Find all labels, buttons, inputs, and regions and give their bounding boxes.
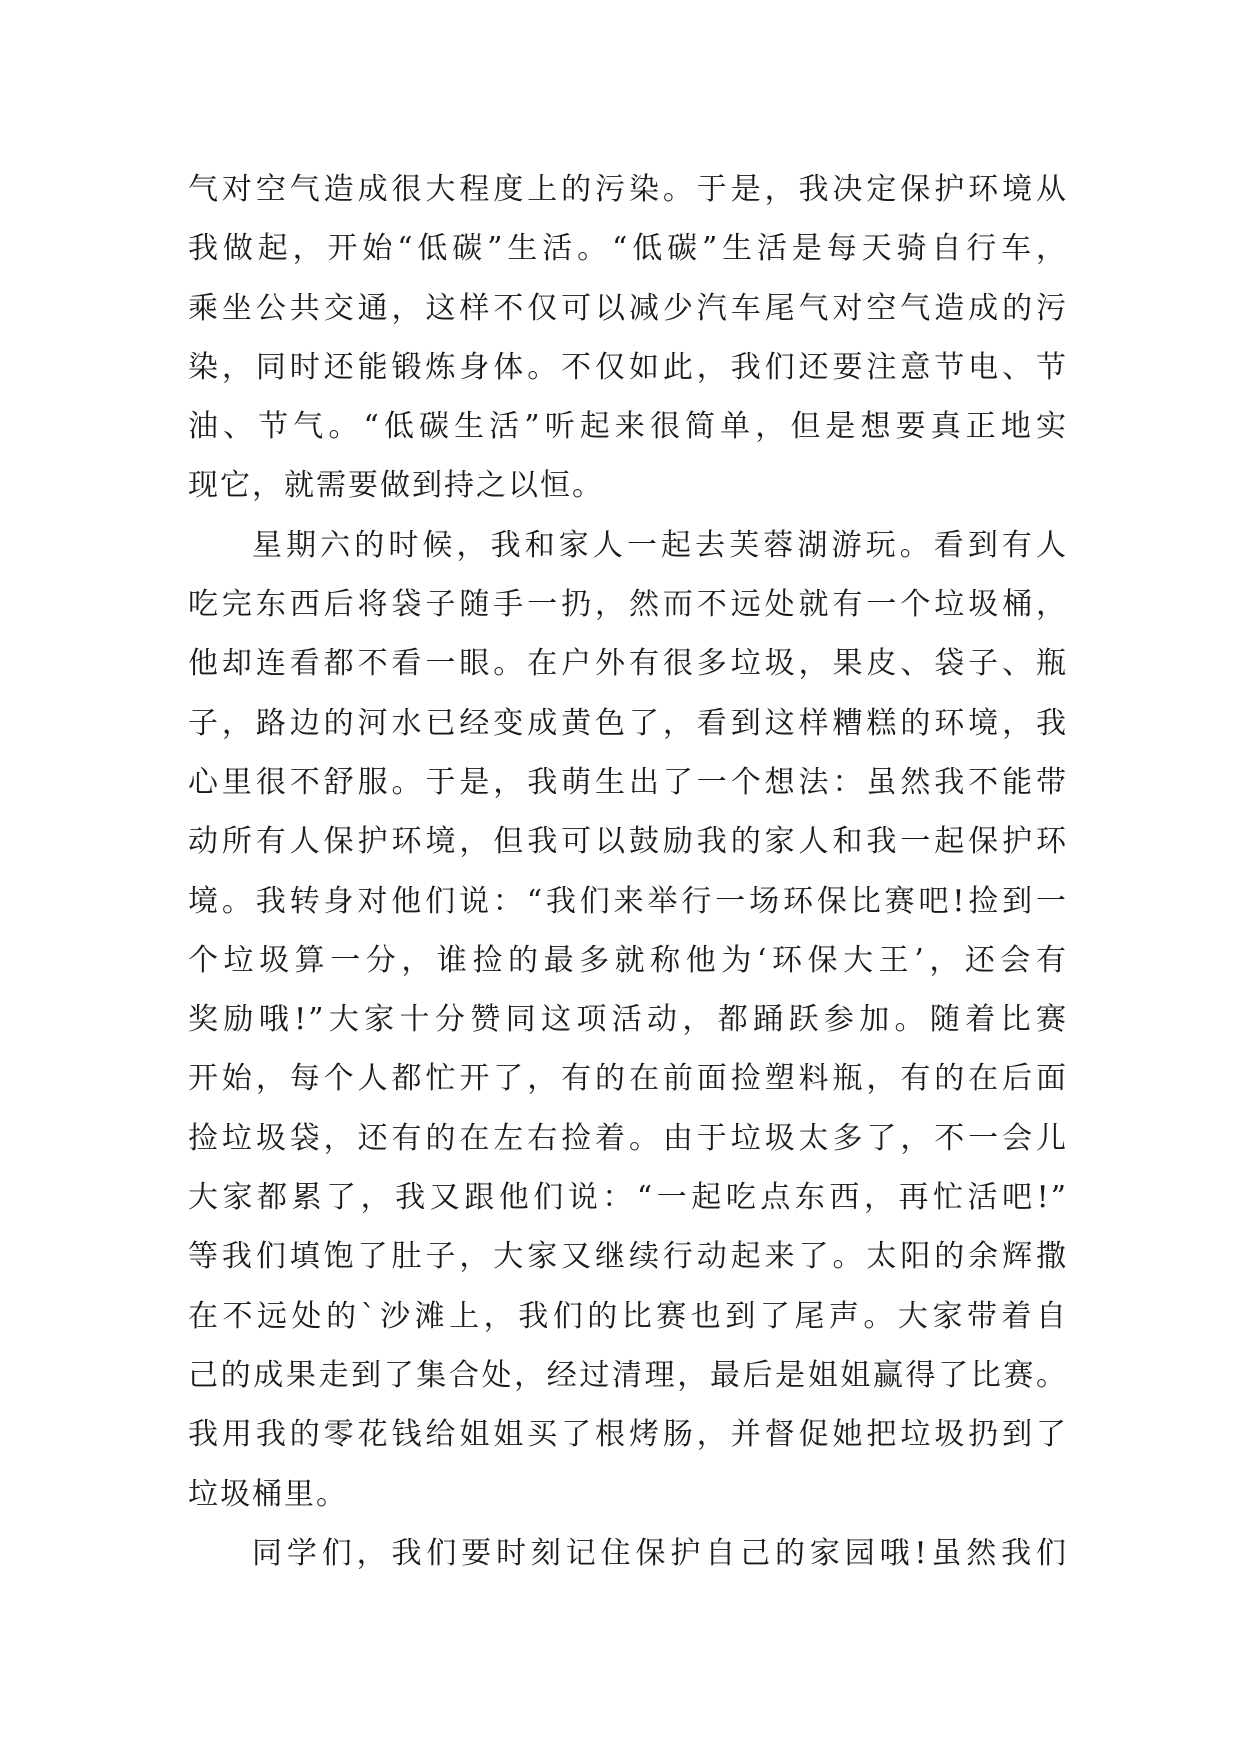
text-line: 现它，就需要做到持之以恒。 <box>188 468 604 504</box>
paragraph-first-line: 星期六的时候，我和家人一起去芙蓉湖游玩。看到有人 <box>252 527 1068 563</box>
body-text <box>188 160 1068 1583</box>
text-line: 乘坐公共交通，这样不仅可以减少汽车尾气对空气造成的污 <box>188 290 1068 326</box>
text-line: 等我们填饱了肚子，大家又继续行动起来了。太阳的余辉撒 <box>188 1239 1068 1275</box>
paragraph-first-line: 同学们，我们要时刻记住保护自己的家园哦!虽然我们 <box>252 1535 1068 1571</box>
text-line: 心里很不舒服。于是，我萌生出了一个想法：虽然我不能带 <box>188 764 1068 800</box>
text-line: 大家都累了，我又跟他们说：“一起吃点东西，再忙活吧!” <box>188 1180 1068 1216</box>
text-line: 吃完东西后将袋子随手一扔，然而不远处就有一个垃圾桶， <box>188 587 1068 623</box>
text-line: 我做起，开始“低碳”生活。“低碳”生活是每天骑自行车， <box>188 231 1068 267</box>
text-line: 捡垃圾袋，还有的在左右捡着。由于垃圾太多了，不一会儿 <box>188 1120 1068 1156</box>
text-line: 在不远处的`沙滩上，我们的比赛也到了尾声。大家带着自 <box>188 1298 1068 1334</box>
text-line: 个垃圾算一分，谁捡的最多就称他为‘环保大王’，还会有 <box>188 942 1068 978</box>
text-line: 气对空气造成很大程度上的污染。于是，我决定保护环境从 <box>188 172 1068 207</box>
text-line: 染，同时还能锻炼身体。不仅如此，我们还要注意节电、节 <box>188 349 1068 385</box>
text-line: 动所有人保护环境，但我可以鼓励我的家人和我一起保护环 <box>188 824 1068 860</box>
text-line: 子，路边的河水已经变成黄色了，看到这样糟糕的环境，我 <box>188 705 1068 741</box>
text-line: 油、节气。“低碳生活”听起来很简单，但是想要真正地实 <box>188 409 1068 445</box>
text-line: 己的成果走到了集合处，经过清理，最后是姐姐赢得了比赛。 <box>188 1357 1068 1393</box>
text-line: 境。我转身对他们说：“我们来举行一场环保比赛吧!捡到一 <box>188 883 1068 919</box>
text-line: 奖励哦!”大家十分赞同这项活动，都踊跃参加。随着比赛 <box>188 1002 1068 1038</box>
text-line: 开始，每个人都忙开了，有的在前面捡塑料瓶，有的在后面 <box>188 1061 1068 1097</box>
text-line: 他却连看都不看一眼。在户外有很多垃圾，果皮、袋子、瓶 <box>188 646 1068 682</box>
text-line: 我用我的零花钱给姐姐买了根烤肠，并督促她把垃圾扔到了 <box>188 1417 1068 1453</box>
text-line: 垃圾桶里。 <box>188 1476 348 1512</box>
